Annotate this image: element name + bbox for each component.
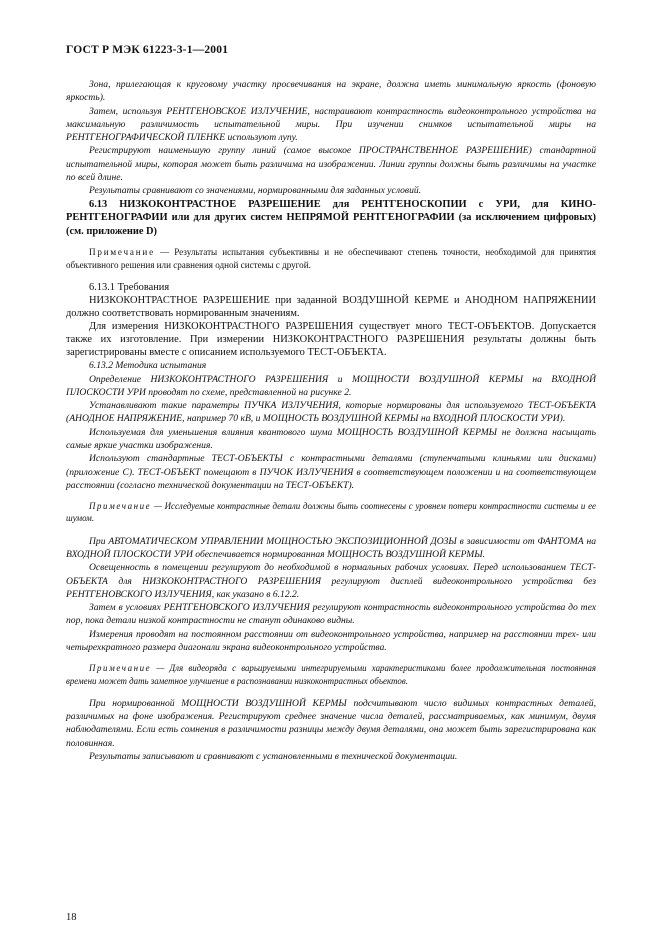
document-header: ГОСТ Р МЭК 61223-3-1—2001 (66, 44, 229, 56)
paragraph: При нормированной МОЩНОСТИ ВОЗДУШНОЙ КЕРМЫ подсчитывают число видимых контрастных деталей, различимых на фоне изображения. Регистрируют среднее значение числа деталей, рассматриваемых, как минимум, двумя наблюдателями. Если есть сомнения в различимости разницы между двумя деталями, она может быть зарегистрирована как половинная. (66, 697, 596, 749)
note-label: Примечание (89, 247, 155, 258)
paragraph: Используют стандартные ТЕСТ-ОБЪЕКТЫ с контрастными деталями (ступенчатыми клиньями или дисками) (приложение C). ТЕСТ-ОБЪЕКТ помещают в ПУЧОК ИЗЛУЧЕНИЯ в соответствующем положении и на соответствующем расстоянии (согласно технической документации на ТЕСТ-ОБЪЕКТ). (66, 453, 596, 491)
note (66, 500, 596, 524)
paragraph: Затем, используя РЕНТГЕНОВСКОЕ ИЗЛУЧЕНИЕ, настраивают контрастность видеоконтрольного устройства на максимальную различимость испытательной миры. При изучении снимков испытательной миры на РЕНТГЕНОГРАФИЧЕСКОЙ ПЛЕНКЕ используют лупу. (66, 105, 596, 144)
page-number: 18 (66, 912, 77, 923)
note (66, 662, 596, 686)
paragraph: Зона, прилегающая к круговому участку просвечивания на экране, должна иметь минимальную яркость (фоновую яркость). (66, 79, 596, 104)
note-text: — Для видеоряда с варьируемыми интегрируемыми характеристиками более продолжительная постоянная времени может дать заметное улучшение в распознавании низкоконтрастных объектов. (66, 663, 597, 686)
note (66, 246, 596, 271)
paragraph: Результаты сравнивают со значениями, нормированными для заданных условий. (89, 185, 422, 197)
paragraph: Затем в условиях РЕНТГЕНОВСКОГО ИЗЛУЧЕНИЯ регулируют контрастность видеоконтрольного устройства до тех пор, пока детали низкой контрастности не станут одинаково видны. (66, 602, 596, 627)
note-label: Примечание (89, 663, 152, 674)
paragraph: Используемая для уменьшения влияния квантового шума МОЩНОСТЬ ВОЗДУШНОЙ КЕРМЫ не должна насыщать самые яркие участки изображения. (66, 426, 596, 452)
paragraph: Устанавливают такие параметры ПУЧКА ИЗЛУЧЕНИЯ, которые нормированы для используемого ТЕСТ-ОБЪЕКТА (АНОДНОЕ НАПРЯЖЕНИЕ, например 70 кВ, и МОЩНОСТЬ ВОЗДУШНОЙ КЕРМЫ на ВХОДНОЙ ПЛОСКОСТИ УРИ). (66, 400, 596, 425)
paragraph: Результаты записывают и сравнивают с установленными в технической документации. (89, 750, 458, 762)
paragraph: Определение НИЗКОКОНТРАСТНОГО РАЗРЕШЕНИЯ и МОЩНОСТИ ВОЗДУШНОЙ КЕРМЫ на ВХОДНОЙ ПЛОСКОСТИ УРИ проводят по схеме, представленной на рисунке 2. (66, 373, 596, 398)
section-heading-6-13: 6.13 НИЗКОКОНТРАСТНОЕ РАЗРЕШЕНИЕ для РЕНТГЕНОСКОПИИ с УРИ, для КИНО-РЕНТГЕНОГРАФИИ или для других систем НЕПРЯМОЙ РЕНТГЕНОГРАФИИ (за исключением цифровых) (см. приложение D) (66, 198, 596, 237)
subsection-heading: 6.13.1 Требования (89, 282, 170, 294)
paragraph: НИЗКОКОНТРАСТНОЕ РАЗРЕШЕНИЕ при заданной ВОЗДУШНОЙ КЕРМЕ и АНОДНОМ НАПРЯЖЕНИИ должно соответствовать нормированным значениям. (66, 295, 596, 320)
paragraph: При АВТОМАТИЧЕСКОМ УПРАВЛЕНИИ МОЩНОСТЬЮ ЭКСПОЗИЦИОННОЙ ДОЗЫ в зависимости от ФАНТОМА на ВХОДНОЙ ПЛОСКОСТИ УРИ обеспечивается нормированная МОЩНОСТЬ ВОЗДУШНОЙ КЕРМЫ. (66, 535, 596, 560)
subsection-heading: 6.13.2 Методика испытания (89, 360, 207, 372)
note-text: — Результаты испытания субъективны и не обеспечивают степень точности, необходимой для принятия объективного решения или сравнения одной системы с другой. (66, 247, 596, 270)
paragraph: Регистрируют наименьшую группу линий (самое высокое ПРОСТРАНСТВЕННОЕ РАЗРЕШЕНИЕ) стандартной испытательной миры, которая может быть различима на изображении. Линии группы должны быть различимы на участке по всей длине. (66, 145, 596, 184)
note-text: — Исследуемые контрастные детали должны быть соотнесены с уровнем потери контрастности системы и ее шумом. (66, 501, 597, 524)
paragraph: Измерения проводят на постоянном расстоянии от видеоконтрольного устройства, например на расстоянии трех- или четырехкратного размера диагонали экрана видеоконтрольного устройства. (66, 628, 596, 654)
note-label: Примечание (89, 501, 152, 512)
paragraph: Для измерения НИЗКОКОНТРАСТНОГО РАЗРЕШЕНИЯ существует много ТЕСТ-ОБЪЕКТОВ. Допускается также их изготовление. При измерении НИЗКОКОНТРАСТНОГО РАЗРЕШЕНИЯ результаты должны быть зарегистрированы вместе с описанием используемого ТЕСТ-ОБЪЕКТА. (66, 321, 596, 359)
paragraph: Освещенность в помещении регулируют до необходимой в нормальных рабочих условиях. Перед использованием ТЕСТ-ОБЪЕКТА для НИЗКОКОНТРАСТНОГО РАЗРЕШЕНИЯ регулируют дисплей видеоконтрольного устройства без РЕНТГЕНОВСКОГО ИЗЛУЧЕНИЯ, как указано в 6.12.2. (66, 562, 596, 600)
document-page (66, 44, 596, 763)
